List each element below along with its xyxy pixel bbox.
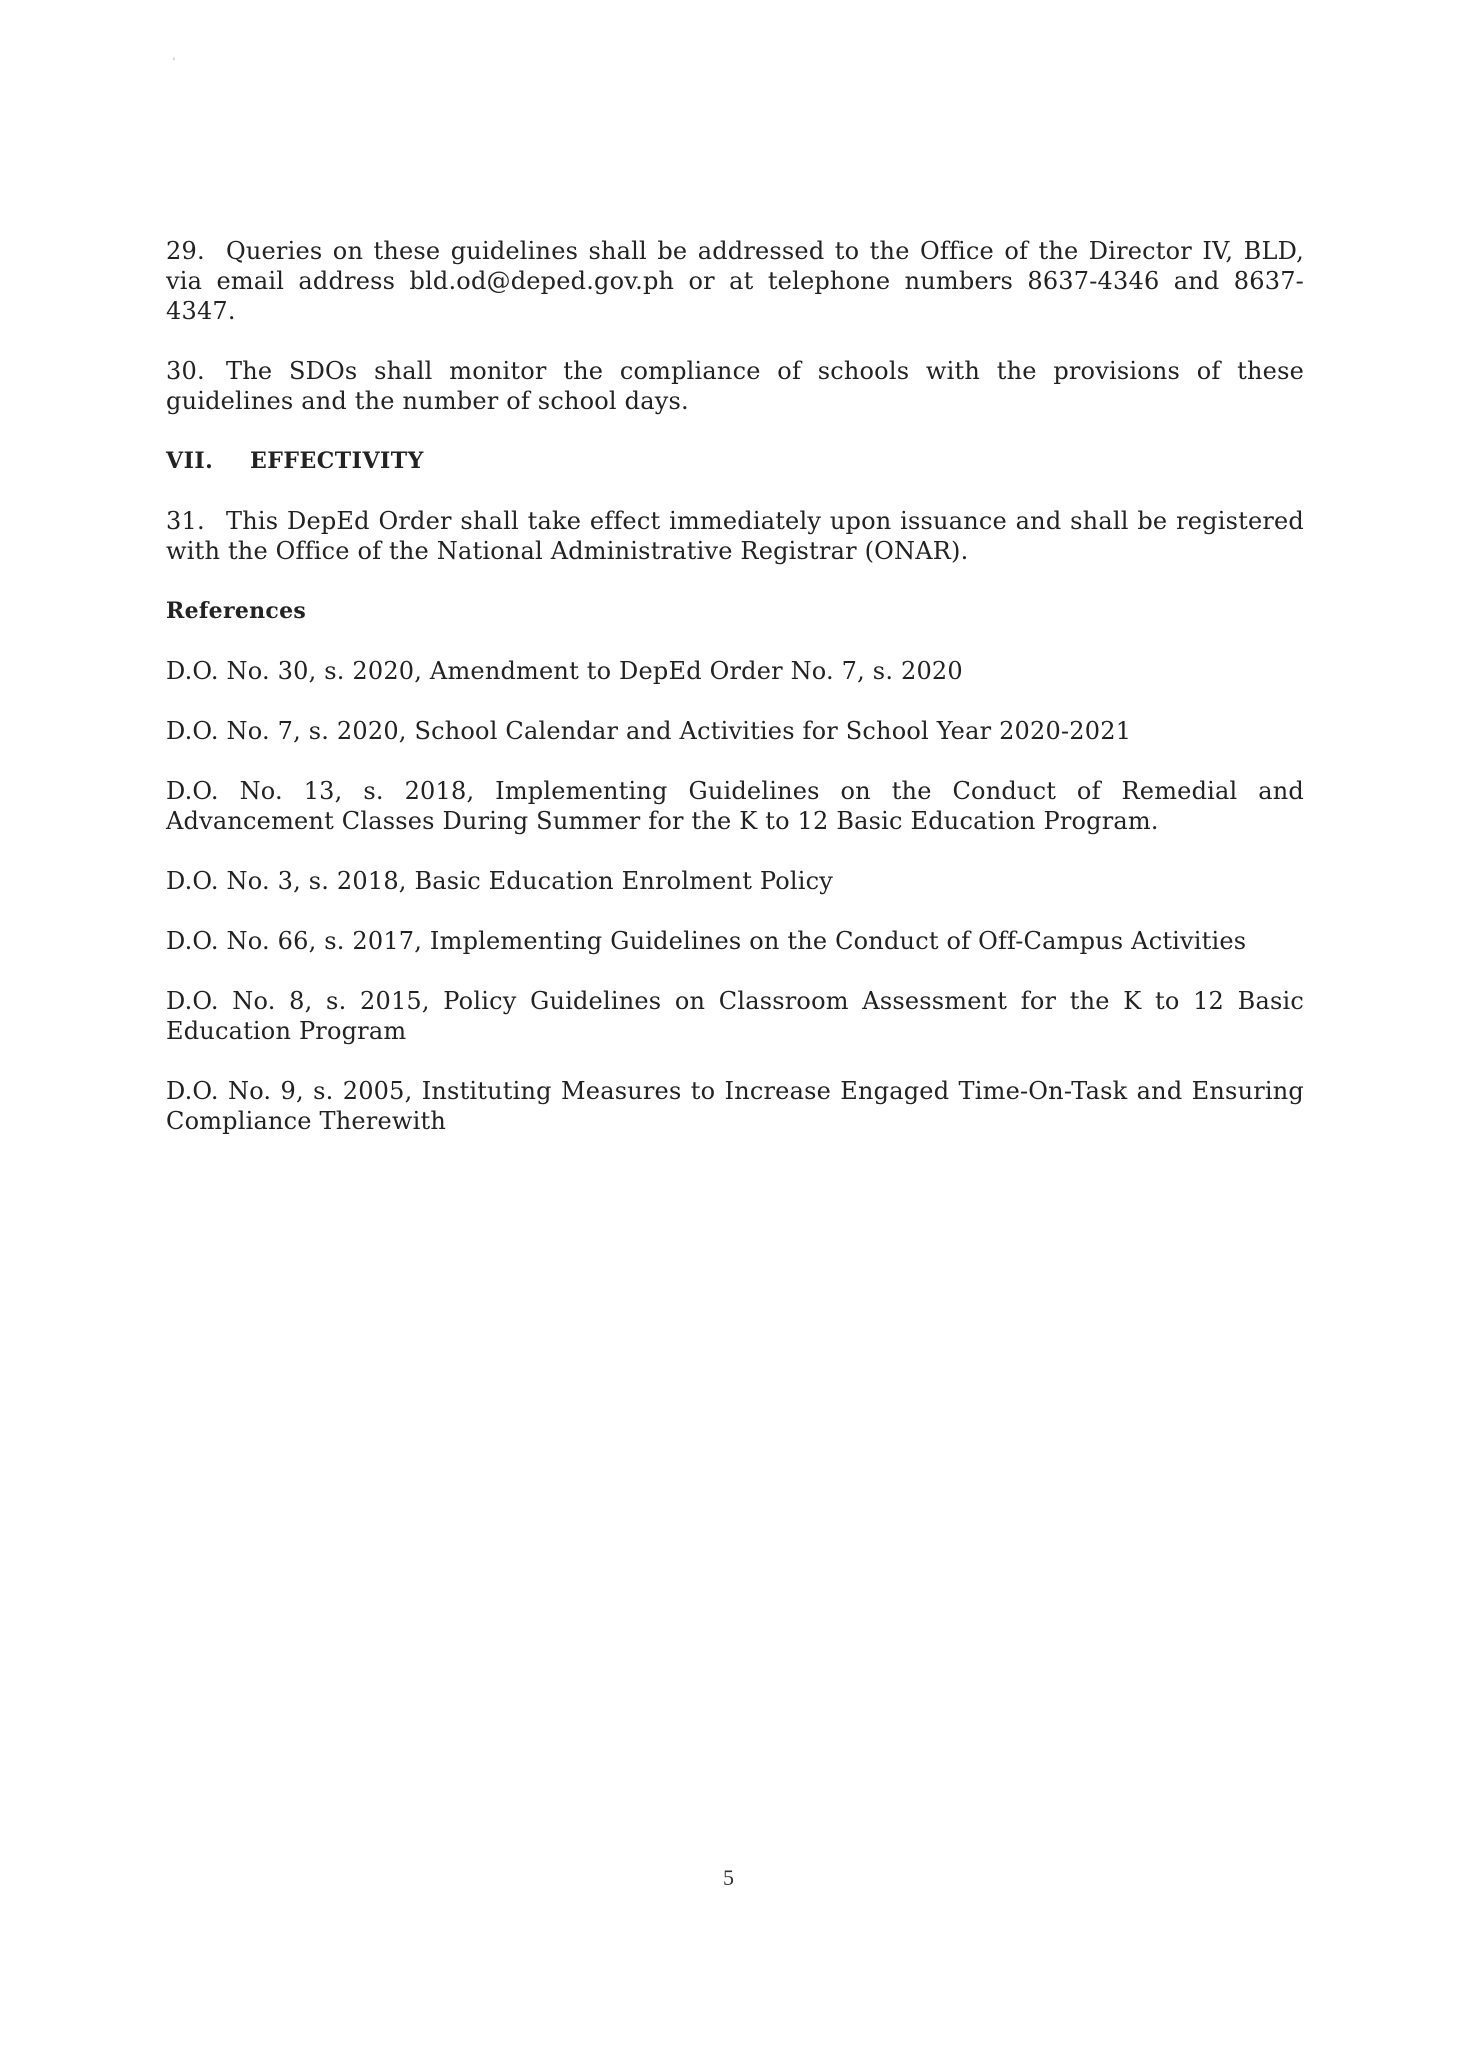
- reference-item: D.O. No. 7, s. 2020, School Calendar and Activities for School Year 2020-2021: [166, 717, 1132, 745]
- reference-item: D.O. No. 9, s. 2005, Instituting Measures to Increase Engaged Time-On-Task and Ensuring Compliance Therewith: [166, 1077, 1304, 1135]
- reference-item: D.O. No. 13, s. 2018, Implementing Guidelines on the Conduct of Remedial and Advancement Classes During Summer for the K to 12 Basic Education Program.: [166, 777, 1304, 835]
- paragraph-29: [166, 236, 1304, 326]
- paragraph-text: Queries on these guidelines shall be addressed to the Office of the Director IV, BLD, via email address bld.od@deped.gov.ph or at telephone numbers 8637-4346 and 8637-4347.: [166, 237, 1304, 325]
- paragraph-number: 31.: [166, 507, 205, 535]
- paragraph-text: This DepEd Order shall take effect immediately upon issuance and shall be registered with the Office of the National Administrative Registrar (ONAR).: [166, 507, 1304, 565]
- scan-speck: ‘: [172, 54, 176, 68]
- references-list: [166, 656, 1304, 1136]
- section-title: EFFECTIVITY: [250, 448, 424, 474]
- reference-item: D.O. No. 8, s. 2015, Policy Guidelines on Classroom Assessment for the K to 12 Basic Education Program: [166, 987, 1304, 1045]
- reference-item: D.O. No. 66, s. 2017, Implementing Guidelines on the Conduct of Off-Campus Activities: [166, 927, 1247, 955]
- paragraph-text: The SDOs shall monitor the compliance of schools with the provisions of these guidelines and the number of school days.: [166, 357, 1304, 415]
- reference-item: D.O. No. 3, s. 2018, Basic Education Enrolment Policy: [166, 867, 834, 895]
- reference-item: D.O. No. 30, s. 2020, Amendment to DepEd Order No. 7, s. 2020: [166, 657, 963, 685]
- document-body: [166, 236, 1304, 1166]
- section-roman-numeral: VII.: [166, 448, 214, 474]
- paragraph-30: [166, 356, 1304, 416]
- section-heading-effectivity: [166, 446, 1304, 476]
- paragraph-31: [166, 506, 1304, 566]
- paragraph-number: 30.: [166, 357, 205, 385]
- paragraph-number: 29.: [166, 237, 205, 265]
- references-heading: References: [166, 598, 307, 624]
- page-number: 5: [723, 1865, 734, 1890]
